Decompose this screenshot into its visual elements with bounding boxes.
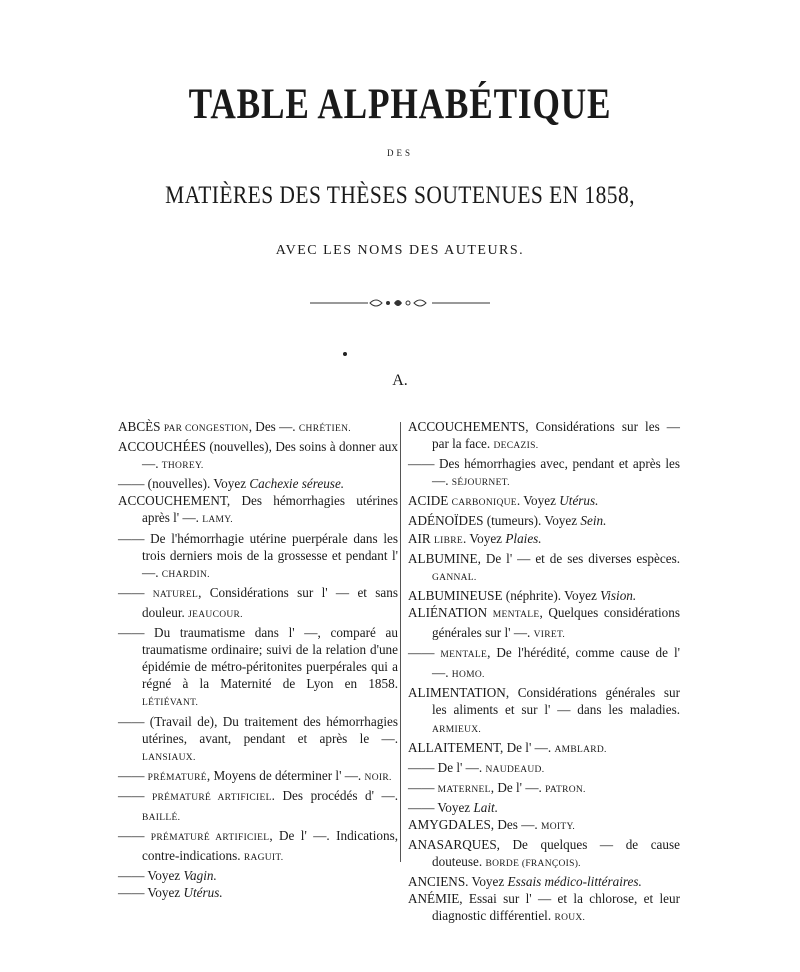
author-name: BAILLÉ. [142, 812, 181, 823]
left-column [118, 418, 398, 901]
entry-text: ACIDE [408, 493, 452, 509]
index-entry [118, 867, 398, 884]
author-name: LANSIAUX. [142, 752, 196, 763]
author-name: BORDE (FRANÇOIS). [485, 859, 581, 870]
author-name: LAMY. [202, 515, 233, 526]
author-name: RAGUIT. [243, 853, 284, 864]
entry-text: ACCOUCHEMENTS, Considérations sur les — par la face. [408, 419, 680, 452]
author-name: PRÉMATURÉ ARTIFICIEL [151, 792, 272, 803]
author-name: MATERNEL [437, 784, 491, 795]
entry-text: , Des —. [248, 419, 299, 434]
entry-text: —— Voyez [118, 885, 184, 901]
index-entry [408, 530, 680, 550]
entry-text: —— [118, 787, 152, 803]
entry-text: —— (Travail de), Du traitement des hémorrhagies utérines, avant, pendant et après le —. [118, 713, 398, 746]
entry-text: , Quelques considérations générales sur l' —. [432, 604, 680, 641]
author-name: PRÉMATURÉ ARTIFICIEL [150, 833, 270, 844]
author-name: VIRET. [533, 630, 566, 641]
author-name: NAUDEAUD. [485, 764, 545, 775]
index-entry [408, 684, 680, 738]
entry-text: —— [118, 767, 148, 783]
entry-text: —— Voyez [408, 799, 474, 815]
index-entry [408, 779, 680, 799]
index-entry [408, 816, 680, 836]
page-title: TABLE ALPHABÉTIQUE [188, 81, 612, 128]
cross-reference: Vagin. [183, 868, 217, 884]
author-name: AMBLARD. [554, 744, 607, 755]
cross-reference: Sein. [580, 513, 607, 529]
author-name: ROUX. [554, 913, 586, 924]
entry-text: —— [408, 645, 441, 661]
cross-reference: Vision. [600, 587, 637, 603]
entry-text: —— [118, 828, 151, 844]
author-name: MENTALE [492, 609, 540, 620]
entry-text: , De l' —. [490, 779, 546, 795]
index-entry [408, 836, 680, 873]
entry-text: AIR [408, 530, 435, 546]
author-name: PATRON. [545, 784, 586, 795]
cross-reference: Utérus. [559, 493, 599, 509]
author-name: NATUREL [152, 589, 199, 600]
author-name: MOITY. [540, 821, 576, 832]
entry-text: ALLAITEMENT, De l' —. [408, 739, 555, 755]
entry-text: —— Voyez [118, 868, 184, 884]
author-name: PAR CONGESTION [163, 424, 249, 434]
index-entry [118, 530, 398, 584]
entry-text: , Considérations sur l' — et sans douleur. [142, 584, 398, 620]
entry-text: ALBUMINE, De l' — et de ses diverses espèces. [408, 550, 680, 566]
entry-text: , Moyens de déterminer l' —. [206, 767, 365, 783]
entry-text: ACCOUCHÉES (nouvelles), Des soins à donner aux —. [118, 439, 398, 472]
entry-text: . Voyez [462, 530, 506, 546]
column-divider [400, 422, 401, 862]
entry-text: ACCOUCHEMENT, Des hémorrhagies utérines après l' —. [118, 493, 398, 526]
entry-text: ABCÈS [118, 419, 164, 434]
entry-text: , De l'hérédité, comme cause de l' —. [432, 645, 680, 681]
cross-reference: Lait. [473, 799, 499, 815]
entry-text: ALIMENTATION, Considérations générales sur les aliments et sur l' — dans les maladies. [408, 685, 680, 718]
entry-text: AMYGDALES, Des —. [408, 816, 541, 832]
author-name: CHARDIN. [161, 569, 210, 580]
cross-reference: Utérus. [183, 885, 223, 901]
author-name: HOMO. [451, 670, 485, 681]
index-entry [408, 455, 680, 492]
page-subtitle: MATIÈRES DES THÈSES SOUTENUES EN 1858, [165, 182, 635, 209]
author-name: PRÉMATURÉ [147, 772, 207, 783]
entry-text: ALBUMINEUSE (néphrite). Voyez [408, 587, 601, 603]
entry-text: —— (nouvelles). Voyez [118, 476, 250, 492]
entry-text: —— [118, 584, 153, 600]
index-entry [118, 884, 398, 901]
index-entry [408, 492, 680, 512]
author-name: LÉTIÉVANT. [142, 698, 199, 709]
entry-text: , De l' —. Indications, contre-indications. [142, 828, 398, 864]
ornament-dot [343, 352, 347, 356]
entry-text: ALIÉNATION [408, 604, 493, 620]
author-name: DECAZIS. [493, 441, 539, 452]
entry-text: ANCIENS. Voyez [408, 874, 508, 890]
author-name: ARMIEUX. [432, 724, 482, 735]
index-entry [408, 890, 680, 927]
index-entry [118, 475, 398, 492]
author-name: NOIR. [364, 772, 392, 783]
entry-text: ANASARQUES, De quelques — de cause douteuse. [408, 837, 680, 870]
authors-line: AVEC LES NOMS DES AUTEURS. [275, 243, 525, 258]
entry-text: . Voyez [516, 493, 560, 509]
cross-reference: Plaies. [505, 530, 542, 546]
index-entry [408, 644, 680, 684]
index-entry [408, 873, 680, 890]
index-entry [118, 827, 398, 867]
index-entry [118, 438, 398, 475]
index-entry [118, 624, 398, 712]
index-entry [118, 767, 398, 787]
entry-text: —— [408, 779, 438, 795]
entry-text: ADÉNOÏDES (tumeurs). Voyez [408, 513, 581, 529]
author-name: CARBONIQUE [451, 498, 517, 509]
cross-reference: Essais médico-littéraires. [507, 874, 642, 890]
index-entry [408, 799, 680, 816]
author-name: THOREY. [161, 461, 204, 472]
entry-text: —— Du traumatisme dans l' —, comparé au traumatisme ordinaire; suivi de la relation d'une épidémie de métro-péritonites puerpérales qui a régné à la Maternité de Lyon en 1858. [118, 625, 398, 692]
entry-text: —— Des hémorrhagies avec, pendant et après les —. [408, 456, 680, 489]
index-entry [408, 739, 680, 759]
title-connector: DES [386, 148, 413, 158]
entry-text: —— De l'hémorrhagie utérine puerpérale dans les trois derniers mois de la grossesse et pendant l' —. [118, 530, 398, 580]
entry-text: ANÉMIE, Essai sur l' — et la chlorose, et leur diagnostic différentiel. [408, 891, 680, 924]
index-entry [408, 550, 680, 587]
entry-text: . Des procédés d' —. [271, 787, 399, 803]
index-entry [408, 512, 680, 529]
cross-reference: Cachexie séreuse. [249, 476, 345, 492]
index-entry [118, 713, 398, 767]
right-column [408, 418, 680, 928]
author-name: LIBRE [434, 535, 463, 546]
index-entry [408, 587, 680, 604]
index-entry [118, 492, 398, 529]
author-name: SÉJOURNET. [451, 478, 510, 489]
index-entry [408, 604, 680, 644]
index-entry [408, 759, 680, 779]
author-name: JEAUCOUR. [188, 609, 243, 620]
ornament-divider [310, 296, 490, 310]
index-entry [408, 418, 680, 455]
entry-text: —— De l' —. [408, 759, 486, 775]
index-entry [118, 418, 398, 438]
index-entry [118, 787, 398, 827]
author-name: GANNAL. [432, 572, 477, 583]
author-name: CHRÉTIEN. [298, 424, 351, 434]
index-entry [118, 584, 398, 624]
section-letter: A. [392, 372, 408, 389]
author-name: MENTALE [440, 650, 488, 661]
